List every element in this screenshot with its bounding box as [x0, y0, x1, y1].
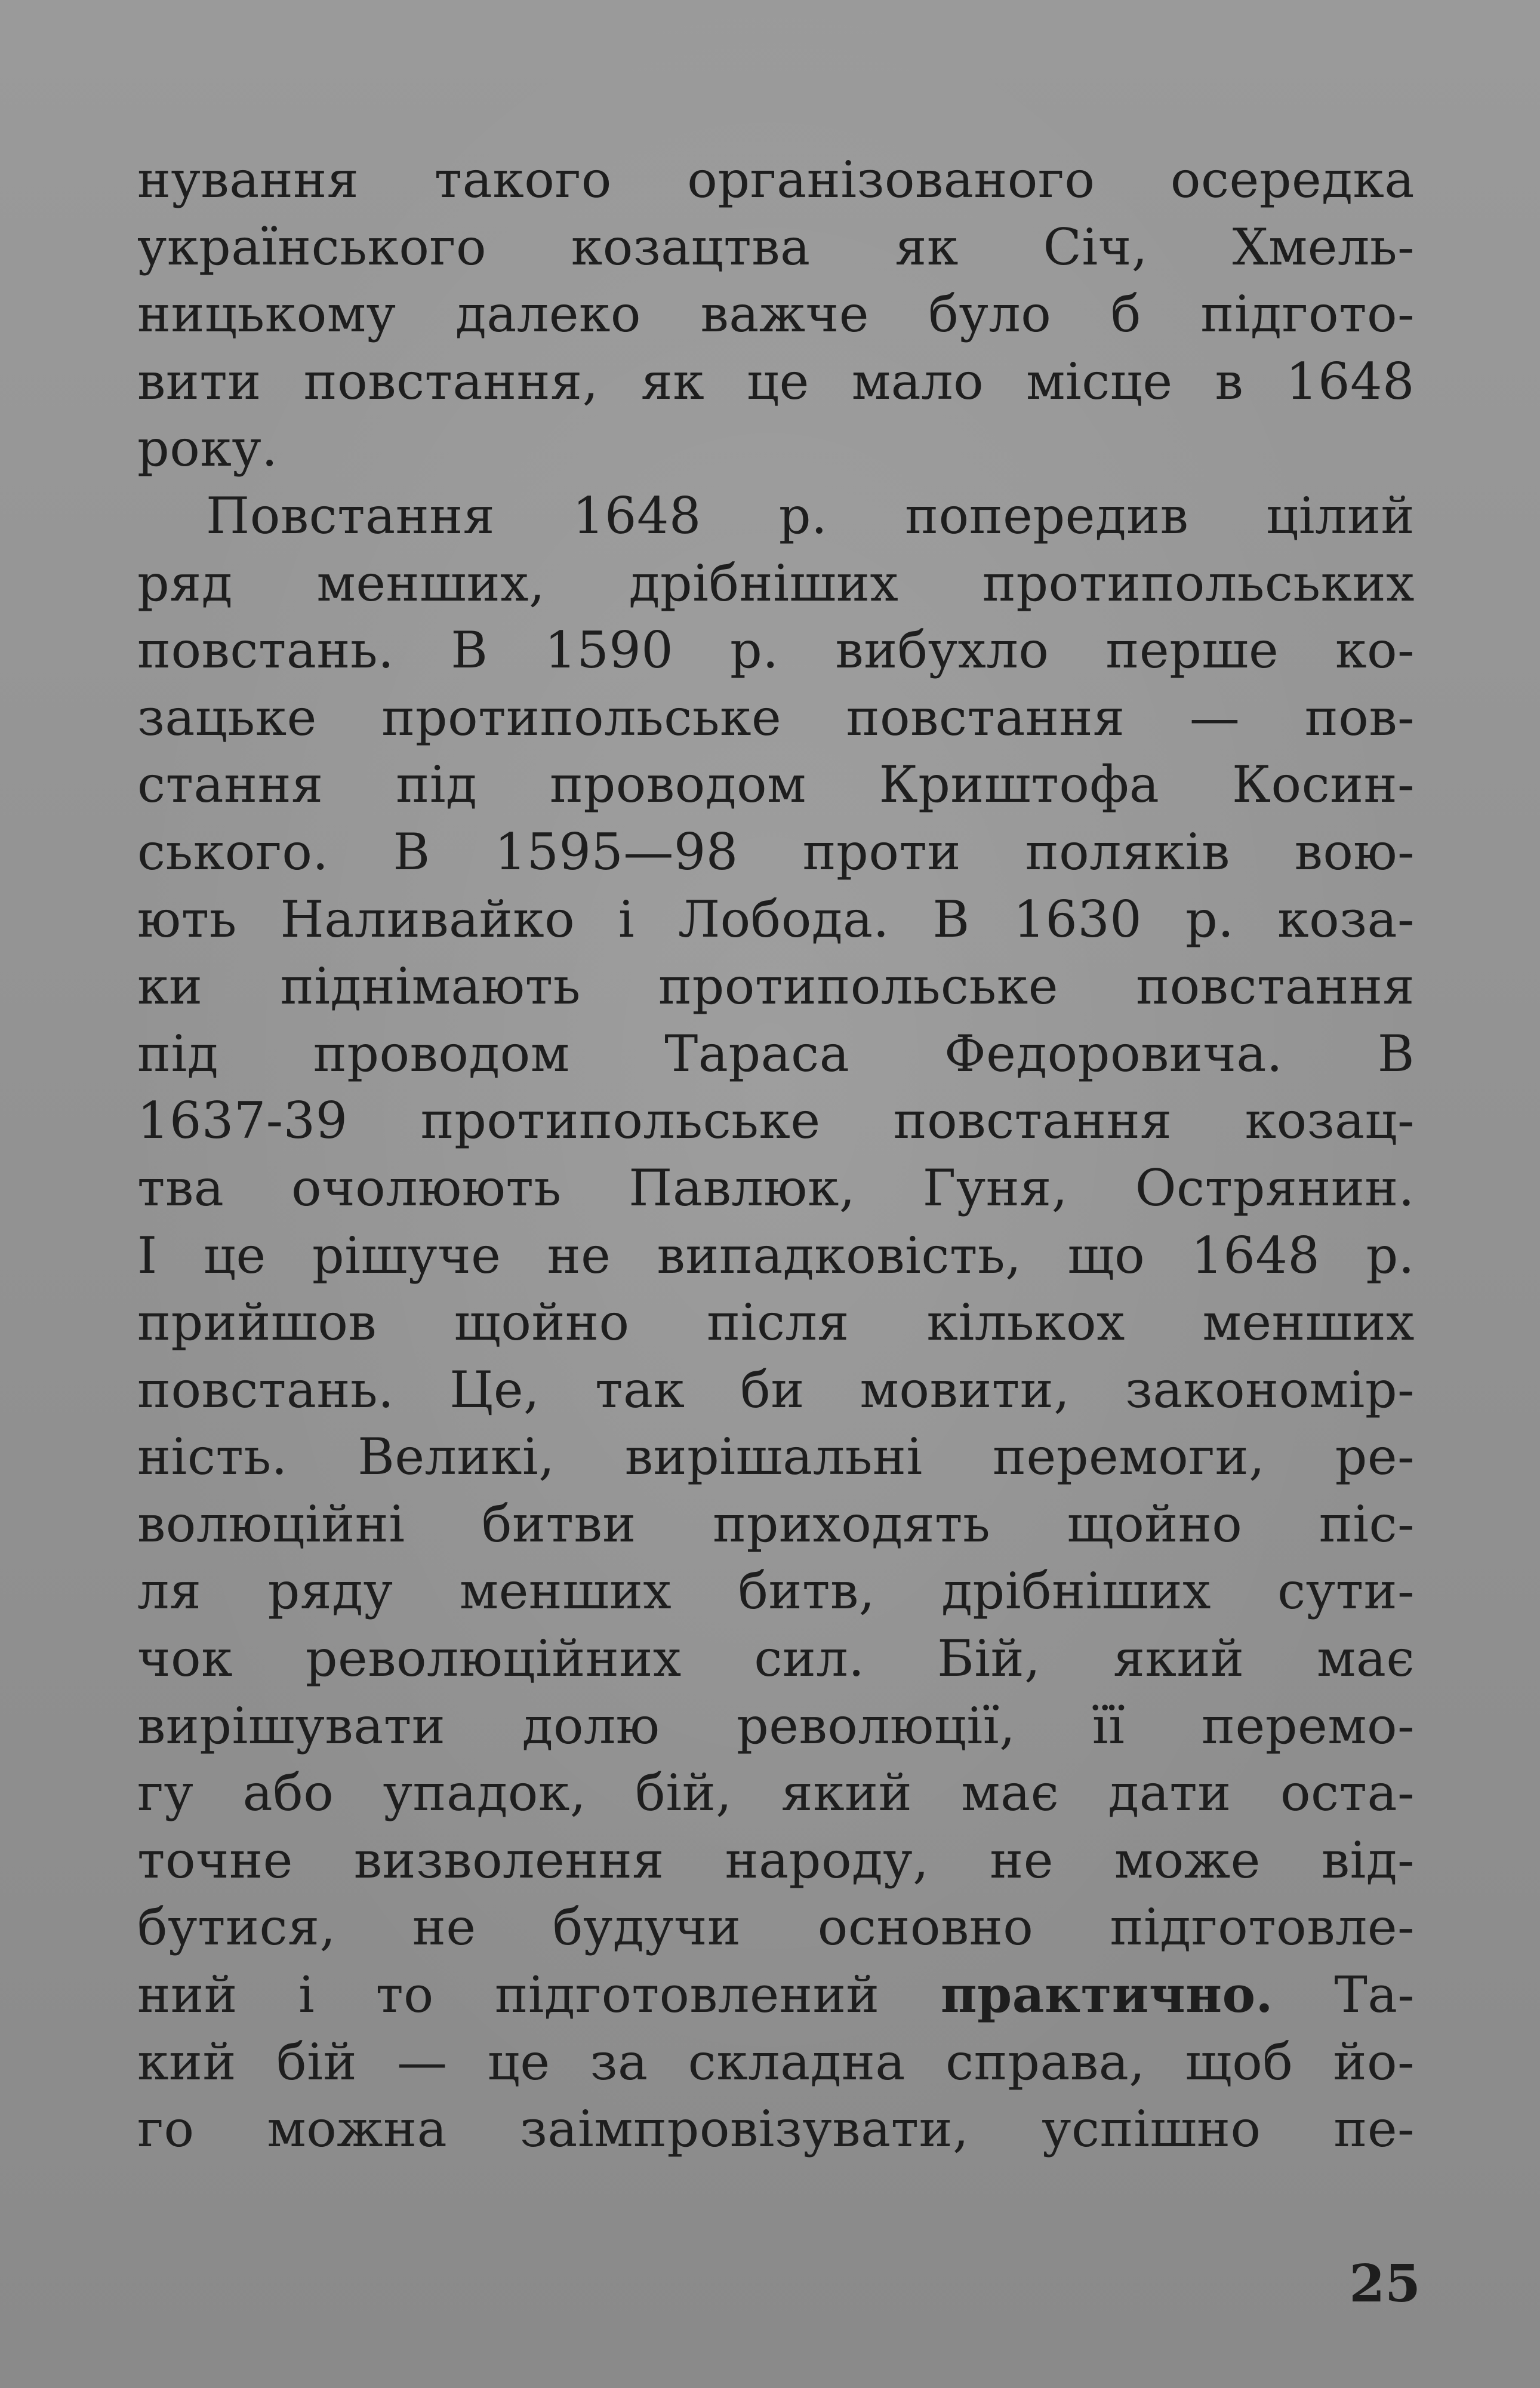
text-line-10: стання під проводом Криштофа Косин- — [137, 755, 1415, 814]
text-line-22: ля ряду менших битв, дрібніших сути- — [137, 1562, 1415, 1621]
text-line-21: волюційні битви приходять щойно піс- — [137, 1494, 1415, 1553]
text-line-19: повстань. Це, так би мовити, закономір- — [137, 1360, 1415, 1419]
text-line-6: Повстання 1648 р. попередив цілий — [206, 486, 1415, 545]
text-line-23: чок революційних сил. Бій, який має — [137, 1629, 1415, 1688]
text-line-11: ського. В 1595—98 проти поляків вою- — [137, 822, 1415, 881]
emphasized-word: практично. — [940, 1965, 1273, 2024]
text-line-2: українського козацтва як Січ, Хмель- — [137, 217, 1415, 276]
text-line-24: вирішувати долю революції, її перемо- — [137, 1696, 1415, 1755]
text-line-13: ки піднімають протипольське повстання — [137, 957, 1415, 1016]
text-line-9: зацьке протипольське повстання — пов- — [137, 688, 1415, 747]
text-line-20: ність. Великі, вирішальні перемоги, ре- — [137, 1427, 1415, 1487]
page-number: 25 — [1349, 2254, 1421, 2314]
text-line-29: кий бій — це за складна справа, щоб йо- — [137, 2032, 1415, 2091]
text-line-18: прийшов щойно після кількох менших — [137, 1293, 1415, 1352]
text-line-12: ють Наливайко і Лобода. В 1630 р. коза- — [137, 890, 1415, 949]
text-line-7: ряд менших, дрібніших протипольських — [137, 553, 1415, 613]
text-line-16: тва очолюють Павлюк, Гуня, Острянин. — [137, 1158, 1415, 1217]
text-line-5: року. — [137, 419, 278, 478]
text-line-14: під проводом Тараса Федоровича. В — [137, 1024, 1415, 1083]
text-line-4: вити повстання, як це мало місце в 1648 — [137, 352, 1415, 411]
text-line-30: го можна заімпровізувати, успішно пе- — [137, 2100, 1415, 2159]
text-line-3: ницькому далеко важче було б підгото- — [137, 285, 1415, 344]
text-line-8: повстань. В 1590 р. вибухло перше ко- — [137, 621, 1415, 680]
text-line-17: І це рішуче не випадковість, що 1648 р. — [137, 1226, 1415, 1285]
text-line-25: гу або упадок, бій, який має дати оста- — [137, 1764, 1415, 1823]
text-line-26: точне визволення народу, не може від- — [137, 1830, 1415, 1890]
text-line-28-start: ний і то підготовлений — [137, 1966, 880, 2024]
text-line-15: 1637-39 протипольське повстання козац- — [137, 1091, 1415, 1150]
text-line-28-end: Та- — [1334, 1966, 1415, 2024]
text-line-1: нування такого організованого осередка — [137, 150, 1415, 209]
body-text — [137, 146, 1415, 2163]
text-line-27: бутися, не будучи основно підготовле- — [137, 1898, 1415, 1957]
text-line-28 — [137, 1961, 1415, 2029]
